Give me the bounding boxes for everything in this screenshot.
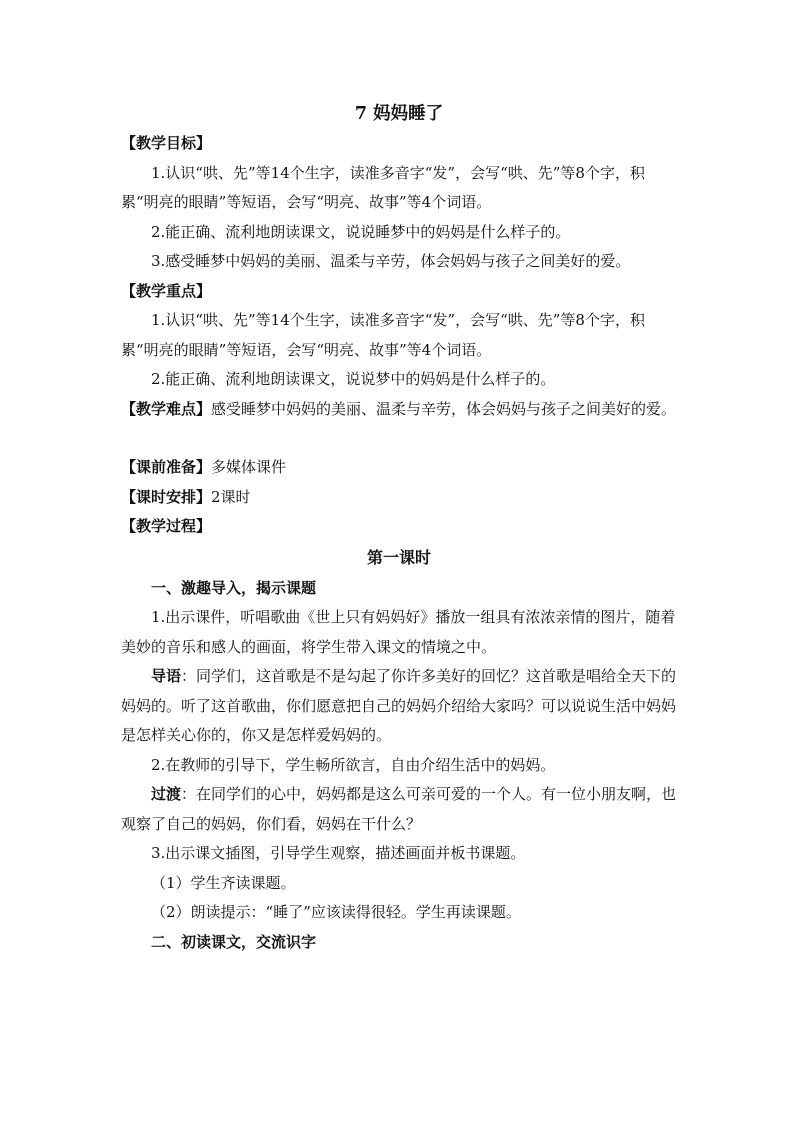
- section-heading: 一、激趣导入，揭示课题: [151, 578, 317, 597]
- goal-item: 3.感受睡梦中妈妈的美丽、温柔与辛劳，体会妈妈与孩子之间美好的爱。: [151, 252, 631, 270]
- preparation-line: [121, 453, 677, 483]
- step-paragraph: 3.出示课文插图，引导学生观察，描述画面并板书课题。: [151, 844, 526, 862]
- intro-text: ：同学们，这首歌是不是勾起了你许多美好的回忆？这首歌是唱给全天下的妈妈的。听了这首歌曲，你们愿意把自己的妈妈介绍给大家吗？可以说说生活中妈妈是怎样关心你的，你又是怎样爱妈妈的。: [121, 667, 677, 744]
- difficulty-paragraph: [121, 395, 677, 425]
- blank-line: [121, 424, 677, 453]
- transition-label: 过渡: [151, 785, 182, 803]
- page-title: 7 妈妈睡了: [354, 104, 444, 124]
- transition-paragraph: [121, 780, 677, 839]
- difficulty-text: 感受睡梦中妈妈的美丽、温柔与辛劳，体会妈妈与孩子之间美好的爱。: [211, 399, 677, 418]
- step-paragraph: 2.在教师的引导下，学生畅所欲言，自由介绍生活中的妈妈。: [151, 755, 556, 774]
- preparation-heading: 【课前准备】: [121, 458, 212, 476]
- sub-step: （2）朗读提示：“睡了”应该读得很轻。学生再读课题。: [151, 903, 521, 921]
- schedule-line: [121, 483, 677, 513]
- preparation-text: 多媒体课件: [211, 458, 287, 476]
- transition-text: ：在同学们的心中，妈妈都是这么可亲可爱的一个人。有一位小朋友啊，也观察了自己的妈妈，你们看，妈妈在干什么？: [121, 785, 677, 833]
- lesson-plan-page: [121, 100, 677, 957]
- intro-paragraph: [121, 662, 677, 751]
- goal-item: 2.能正确、流利地朗读课文，说说睡梦中的妈妈是什么样子的。: [151, 222, 571, 241]
- difficulty-heading: 【教学难点】: [121, 399, 212, 418]
- schedule-heading: 【课时安排】: [121, 487, 212, 506]
- intro-label: 导语: [151, 667, 182, 685]
- process-heading: 【教学过程】: [121, 517, 212, 535]
- section-heading: 二、初读课文，交流识字: [151, 932, 317, 951]
- keypoint-item: 1.认识“哄、先”等14个生字，读准多音字“发”，会写“哄、先”等8个字，积累“明亮的眼睛”等短语，会写“明亮、故事”等4个词语。: [121, 311, 645, 359]
- schedule-text: 2课时: [211, 487, 251, 506]
- goals-heading: 【教学目标】: [121, 134, 212, 152]
- keypoints-heading: 【教学重点】: [121, 281, 212, 300]
- lesson-title: 第一课时: [366, 547, 431, 567]
- step-paragraph: 1.出示课件，听唱歌曲《世上只有妈妈好》播放一组具有浓浓亲情的图片，随着美妙的音乐和感人的画面，将学生带入课文的情境之中。: [121, 608, 676, 656]
- keypoint-item: 2.能正确、流利地朗读课文，说说梦中的妈妈是什么样子的。: [151, 370, 556, 388]
- sub-step: （1）学生齐读课题。: [151, 873, 296, 892]
- goal-item: 1.认识“哄、先”等14个生字，读准多音字“发”，会写“哄、先”等8个字，积累“明亮的眼睛”等短语，会写“明亮、故事”等4个词语。: [121, 163, 645, 211]
